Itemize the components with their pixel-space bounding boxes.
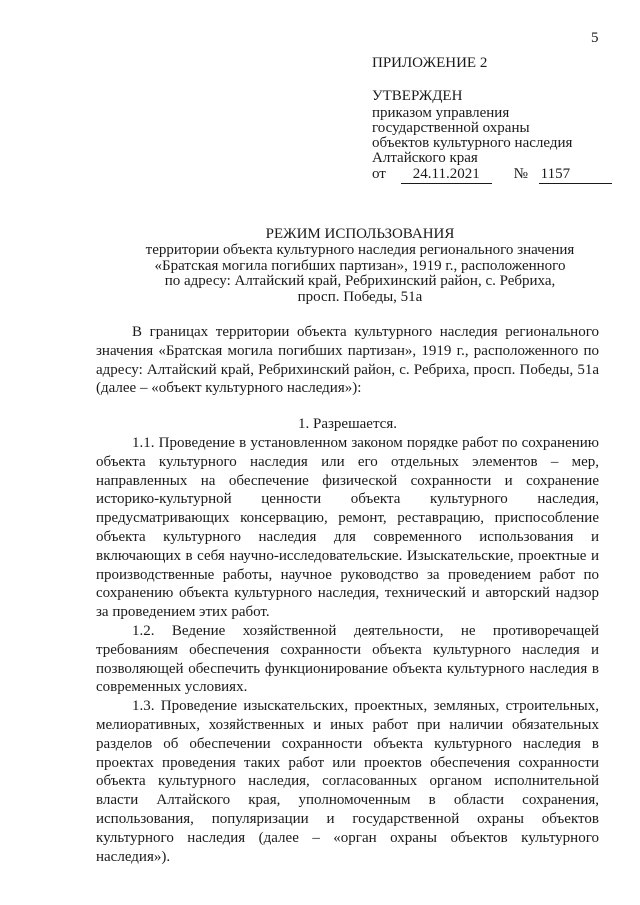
document-title: РЕЖИМ ИСПОЛЬЗОВАНИЯ [265, 226, 455, 242]
clause-1-2: 1.2. Ведение хозяйственной деятельности, не противоречащей требованиям обеспечения сохранности объекта культурного наследия и позволяющей обеспечить функционирование объекта культурного наследия в современных условиях. [96, 622, 599, 696]
title-line: просп. Победы, 51а [297, 288, 423, 305]
date-prefix: от [372, 166, 386, 182]
order-details [372, 167, 612, 184]
order-date: 24.11.2021 [401, 167, 492, 184]
approval-line: Алтайского края [372, 150, 478, 166]
number-prefix: № [513, 166, 528, 182]
appendix-label: ПРИЛОЖЕНИЕ 2 [372, 55, 488, 71]
approval-line: государственной охраны [372, 120, 530, 136]
order-number: 1157 [539, 167, 612, 184]
approval-block [372, 56, 612, 184]
approval-line: приказом управления [372, 105, 510, 121]
clause-1-3: 1.3. Проведение изыскательских, проектных, земляных, строительных, мелиоративных, хозяйственных и иных работ при наличии обязательных разделов об обеспечении сохранности объекта культурного наследия в проектах проведения таких работ или проектов обеспечения сохранности объекта культурного наследия, согласованных органом исполнительной власти Алтайского края, уполномоченным в области сохранения, использования, популяризации и государственной охраны объектов культурного наследия (далее – «орган охраны объектов культурного наследия»). [96, 698, 599, 865]
clause-1-1: 1.1. Проведение в установленном законом порядке работ по сохранению объекта культурного наследия или его отдельных элементов – мер, направленных на обеспечение физической сохранности и сохранение историко-культурной ценности объекта культурного наследия, предусматривающих консервацию, ремонт, реставрацию, приспособление объекта культурного наследия для современного использования и включающих в себя научно-исследовательские. Изыскательские, проектные и производственные работы, научное руководство за проведением работ по сохранению объекта культурного наследия, технический и авторский надзор за проведением этих работ. [96, 434, 599, 621]
title-line: по адресу: Алтайский край, Ребрихинский район, с. Ребриха, [164, 273, 556, 289]
intro-paragraph: В границах территории объекта культурного наследия регионального значения «Братская могила погибших партизан», 1919 г., расположенного по адресу: Алтайский край, Ребрихинский район, с. Ребриха, просп. Победы, 51а (далее – «объект культурного наследия»): [96, 324, 599, 397]
title-line: территории объекта культурного наследия регионального значения [145, 242, 575, 258]
section-heading: 1. Разрешается. [298, 416, 397, 433]
approval-line: объектов культурного наследия [372, 135, 573, 151]
document-title-block [80, 226, 640, 305]
approved-label: УТВЕРЖДЕН [372, 88, 463, 104]
page-number: 5 [591, 30, 599, 46]
document-body [96, 323, 599, 866]
title-line: «Братская могила погибших партизан», 1919 г., расположенного [154, 257, 566, 274]
